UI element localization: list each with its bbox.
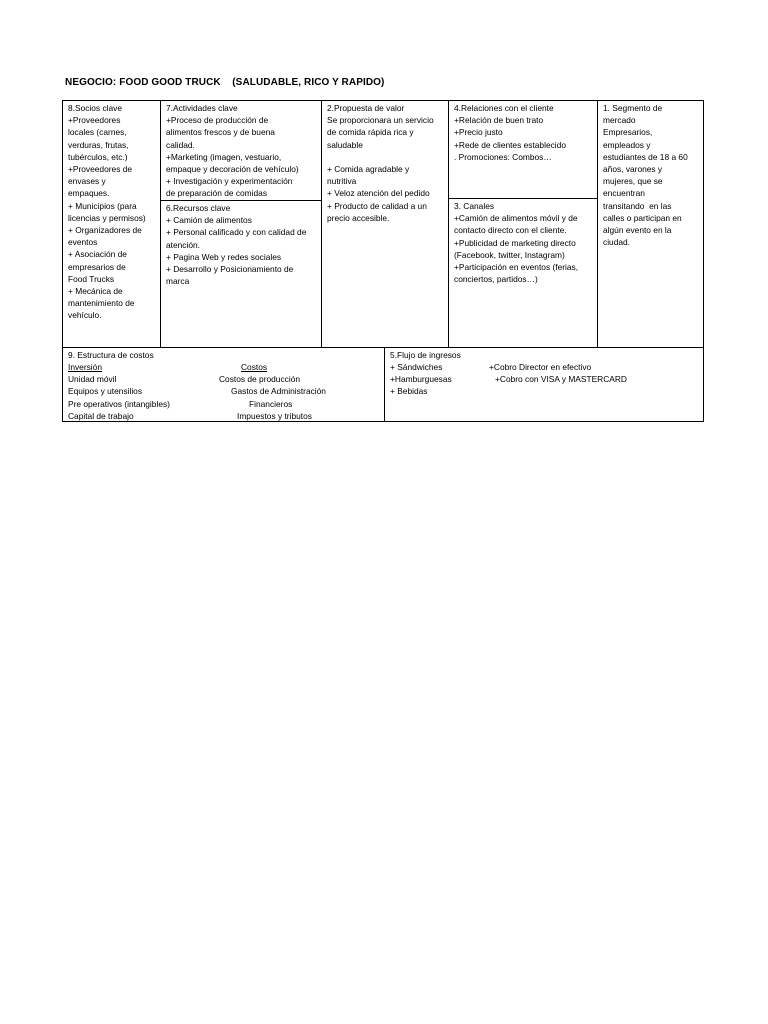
key-resources-heading: 6.Recursos clave <box>166 203 231 213</box>
text-line: Capital de trabajo <box>68 410 134 421</box>
text-line: alimentos frescos y de buena <box>166 127 275 138</box>
text-line: + Organizadores de <box>68 225 142 236</box>
text-line: Gastos de Administración <box>231 386 326 397</box>
text-line: +Proveedores de <box>68 164 133 175</box>
text-line: +Cobro con VISA y MASTERCARD <box>495 374 627 385</box>
text-line: de preparación de comidas <box>166 188 268 199</box>
channels-list <box>454 212 594 285</box>
text-line: locales (carnes, <box>68 127 127 138</box>
key-activities-cell <box>160 100 322 201</box>
investment-list <box>68 373 218 422</box>
text-line: + Pagina Web y redes sociales <box>166 251 282 262</box>
text-line: +Rede de clientes establecido <box>454 139 566 150</box>
revenue-streams-cell <box>384 347 704 422</box>
customer-relationships-heading: 4.Relaciones con el cliente <box>454 103 554 113</box>
text-line <box>327 151 445 163</box>
text-line: licencias y permisos) <box>68 212 146 223</box>
cost-structure-cell <box>62 347 385 422</box>
text-line: + Investigación y experimentación <box>166 176 293 187</box>
text-line: +Participación en eventos (ferias, <box>454 262 579 273</box>
text-line: empresarios de <box>68 261 126 272</box>
text-line: Pre operativos (intangibles) <box>68 398 170 409</box>
text-line: +Publicidad de marketing directo <box>454 237 576 248</box>
text-line: + Bebidas <box>390 386 428 397</box>
customer-relationships-cell <box>448 100 598 199</box>
text-line: saludable <box>327 139 363 150</box>
text-line: atención. <box>166 239 200 250</box>
text-line: +Cobro Director en efectivo <box>489 362 592 372</box>
text-line: +Camión de alimentos móvil y de <box>454 213 578 224</box>
text-line: empleados y <box>603 139 651 150</box>
text-line: + Sándwiches <box>390 362 443 372</box>
text-line: mantenimiento de <box>68 298 135 309</box>
text-line: Se proporcionara un servicio <box>327 115 434 126</box>
revenue-products-list <box>390 361 490 398</box>
text-line: Unidad móvil <box>68 374 117 385</box>
text-line: Equipos y utensilios <box>68 386 143 397</box>
text-line: algún evento en la <box>603 225 672 236</box>
text-line: vehículo. <box>68 310 102 321</box>
text-line: tubérculos, etc.) <box>68 151 128 162</box>
text-line: contacto directo con el cliente. <box>454 225 567 236</box>
text-line: + Comida agradable y <box>327 164 410 175</box>
text-line: +Proceso de producción de <box>166 115 269 126</box>
text-line: años, varones y <box>603 164 663 175</box>
text-line: precio accesible. <box>327 212 390 223</box>
revenue-payments-list <box>489 361 699 385</box>
channels-cell <box>448 198 598 348</box>
text-line: Empresarios, <box>603 127 653 138</box>
text-line: +Relación de buen trato <box>454 115 544 126</box>
key-partners-cell <box>62 100 161 348</box>
text-line: transitando en las <box>603 200 672 211</box>
investment-label: Inversión <box>68 362 102 372</box>
channels-heading: 3. Canales <box>454 201 495 211</box>
key-resources-list <box>166 214 318 287</box>
text-line: marca <box>166 276 190 287</box>
text-line: + Desarrollo y Posicionamiento de <box>166 264 294 275</box>
value-proposition-cell <box>321 100 449 348</box>
text-line: + Camión de alimentos <box>166 215 252 226</box>
costs-list <box>213 373 383 422</box>
text-line: verduras, frutas, <box>68 139 129 150</box>
text-line: + Producto de calidad a un <box>327 200 427 211</box>
text-line: empaque y decoración de vehículo) <box>166 164 299 175</box>
document-title: NEGOCIO: FOOD GOOD TRUCK (SALUDABLE, RICO Y RAPIDO) <box>65 77 385 88</box>
value-proposition-heading: 2.Propuesta de valor <box>327 103 405 113</box>
text-line: conciertos, partidos…) <box>454 274 538 285</box>
text-line: Financieros <box>249 398 293 409</box>
key-activities-list <box>166 114 318 199</box>
text-line: + Mecánica de <box>68 286 123 297</box>
text-line: eventos <box>68 237 98 248</box>
text-line: ciudad. <box>603 237 631 248</box>
text-line: . Promociones: Combos… <box>454 151 552 162</box>
text-line: encuentran <box>603 188 645 199</box>
cost-structure-heading: 9. Estructura de costos <box>68 350 154 360</box>
text-line: + Veloz atención del pedido <box>327 188 430 199</box>
text-line: + Asociación de <box>68 249 127 260</box>
text-line: nutritiva <box>327 176 357 187</box>
text-line: mercado <box>603 115 636 126</box>
text-line: (Facebook, twitter, Instagram) <box>454 249 565 260</box>
text-line: Costos de producción <box>219 374 301 385</box>
revenue-streams-heading: 5.Flujo de ingresos <box>390 350 461 360</box>
customer-relationships-list <box>454 114 594 163</box>
text-line: envases y <box>68 176 106 187</box>
text-line: calidad. <box>166 139 195 150</box>
text-line: Food Trucks <box>68 273 115 284</box>
value-proposition-list <box>327 114 445 224</box>
business-model-canvas <box>62 100 704 422</box>
text-line: estudiantes de 18 a 60 <box>603 151 688 162</box>
customer-segments-cell <box>597 100 704 348</box>
text-line: mujeres, que se <box>603 176 663 187</box>
key-partners-heading: 8.Socios clave <box>68 103 122 113</box>
text-line: +Marketing (imagen, vestuario, <box>166 151 282 162</box>
text-line: + Personal calificado y con calidad de <box>166 227 307 238</box>
text-line: +Precio justo <box>454 127 503 138</box>
text-line: +Proveedores <box>68 115 121 126</box>
key-activities-heading: 7.Actividades clave <box>166 103 238 113</box>
key-partners-list <box>68 114 157 321</box>
costs-label: Costos <box>241 362 268 372</box>
text-line: +Hamburguesas <box>390 374 452 385</box>
text-line: empaques. <box>68 188 110 199</box>
text-line: de comida rápida rica y <box>327 127 414 138</box>
customer-segments-list <box>603 114 700 248</box>
text-line: calles o participan en <box>603 212 682 223</box>
customer-segments-heading: 1. Segmento de <box>603 103 663 113</box>
text-line: + Municipios (para <box>68 200 137 211</box>
text-line: Impuestos y tributos <box>237 410 312 421</box>
key-resources-cell <box>160 200 322 348</box>
